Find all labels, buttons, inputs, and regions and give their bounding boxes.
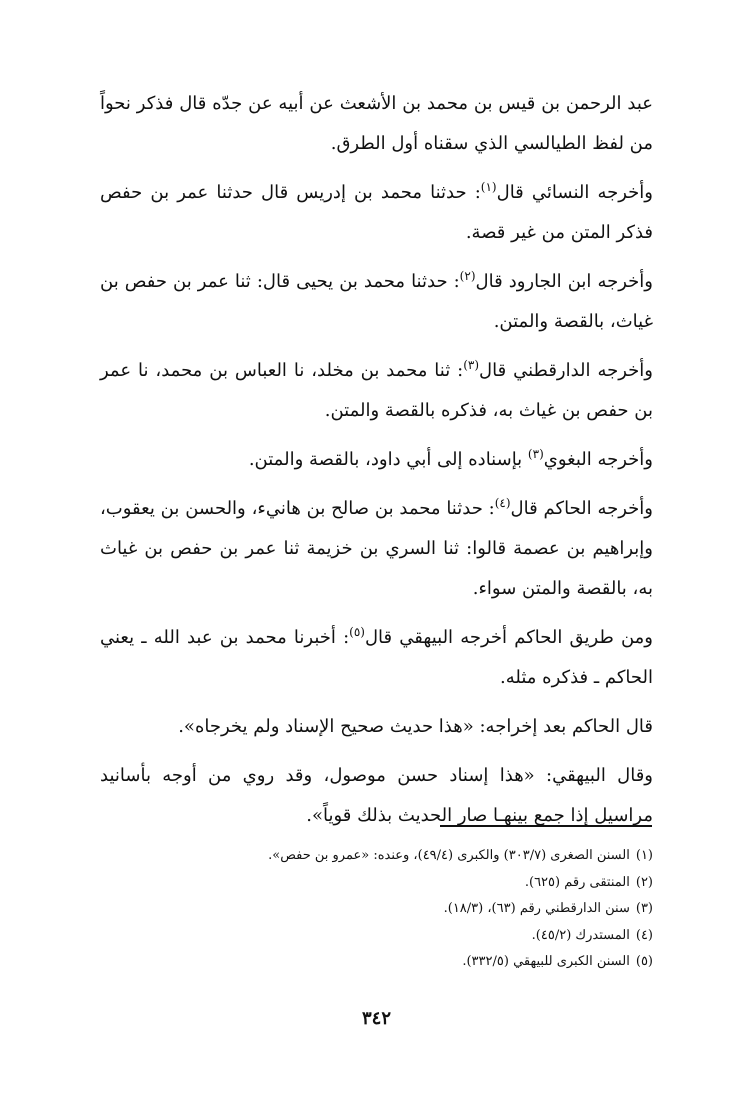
paragraph-9-text: وقال البيهقي: «هذا إسناد حسن موصول، وقد روي من أوجه بأسانيد مراسيل إذا جمع بينهـا صار الحديث بذلك قوياً».: [100, 765, 653, 826]
footnote-5: [100, 949, 653, 976]
paragraph-3: [100, 262, 653, 342]
footnote-1-number: (١): [635, 848, 653, 863]
paragraph-6-lead: وأخرجه الحاكم قال: [510, 498, 653, 519]
paragraph-9: [100, 756, 653, 836]
paragraph-8-text: قال الحاكم بعد إخراجه: «هذا حديث صحيح الإسناد ولم يخرجاه».: [178, 716, 653, 737]
footnote-3-text: سنن الدارقطني رقم (٦٣)، (١٨/٣).: [443, 901, 630, 917]
footnote-ref-3b: (٣): [527, 447, 544, 461]
footnote-5-number: (٥): [635, 954, 653, 970]
footnote-5-text: السنن الكبرى للبيهقي (٣٣٢/٥).: [462, 954, 630, 970]
footnote-divider: [440, 825, 652, 827]
footnote-4: [100, 923, 653, 950]
footnote-3: [100, 896, 653, 923]
paragraph-5: [100, 440, 653, 480]
paragraph-4-lead: وأخرجه الدارقطني قال: [479, 360, 653, 381]
footnote-2: [100, 870, 653, 897]
paragraph-4-rest: : ثنا محمد بن مخلد، نا العباس بن محمد، نا عمر بن حفص بن غياث به، فذكره بالقصة والمتن.: [100, 360, 653, 421]
paragraph-8: [100, 707, 653, 747]
paragraph-5-lead: وأخرجه البغوي: [543, 449, 653, 470]
body-text: [100, 84, 653, 845]
paragraph-3-rest: : حدثنا محمد بن يحيى قال: ثنا عمر بن حفص بن غياث، بالقصة والمتن.: [100, 271, 653, 332]
footnote-4-text: المستدرك (٤٥/٢).: [531, 927, 630, 943]
paragraph-1: [100, 84, 653, 164]
paragraph-1-text: عبد الرحمن بن قيس بن محمد بن الأشعث عن أبيه عن جدّه قال فذكر نحواً من لفظ الطيالسي الذي سقناه أول الطرق.: [100, 93, 653, 154]
paragraph-5-rest: بإسناده إلى أبي داود، بالقصة والمتن.: [248, 449, 528, 470]
paragraph-6-rest: : حدثنا محمد بن صالح بن هانيء، والحسن بن يعقوب، وإبراهيم بن عصمة قالوا: ثنا السري بن خزيمة ثنا عمر بن حفص بن غياث به، بالقصة والمتن سواء.: [100, 498, 653, 599]
footnote-ref-4: (٤): [494, 496, 511, 510]
footnote-1-text: السنن الصغرى (٣٠٣/٧) والكبرى (٤٩/٤)، وعنده: «عمرو بن حفص».: [268, 848, 630, 863]
paragraph-2: [100, 173, 653, 253]
footnote-2-number: (٢): [635, 874, 653, 890]
paragraph-6: [100, 489, 653, 609]
paragraph-2-lead: وأخرجه النسائي قال: [496, 182, 653, 203]
paragraph-7-lead: ومن طريق الحاكم أخرجه البيهقي قال: [364, 627, 653, 648]
footnote-4-number: (٤): [635, 927, 653, 943]
footnote-ref-2: (٢): [459, 269, 476, 283]
page-number: ٣٤٢: [361, 1008, 391, 1029]
paragraph-4: [100, 351, 653, 431]
footnote-ref-5: (٥): [349, 625, 365, 639]
footnote-3-number: (٣): [635, 901, 653, 917]
paragraph-3-lead: وأخرجه ابن الجارود قال: [475, 271, 653, 292]
footnotes-list: [100, 843, 653, 976]
footnote-ref-1: (١): [480, 180, 497, 194]
paragraph-7: [100, 618, 653, 698]
footnote-2-text: المنتقى رقم (٦٢٥).: [524, 874, 630, 890]
paragraph-7-rest: : أخبرنا محمد بن عبد الله ـ يعني الحاكم ـ فذكره مثله.: [100, 627, 653, 688]
paragraph-2-rest: : حدثنا محمد بن إدريس قال حدثنا عمر بن حفص فذكر المتن من غير قصة.: [100, 182, 653, 243]
footnote-1: [100, 843, 653, 870]
footnote-ref-3: (٣): [463, 358, 480, 372]
